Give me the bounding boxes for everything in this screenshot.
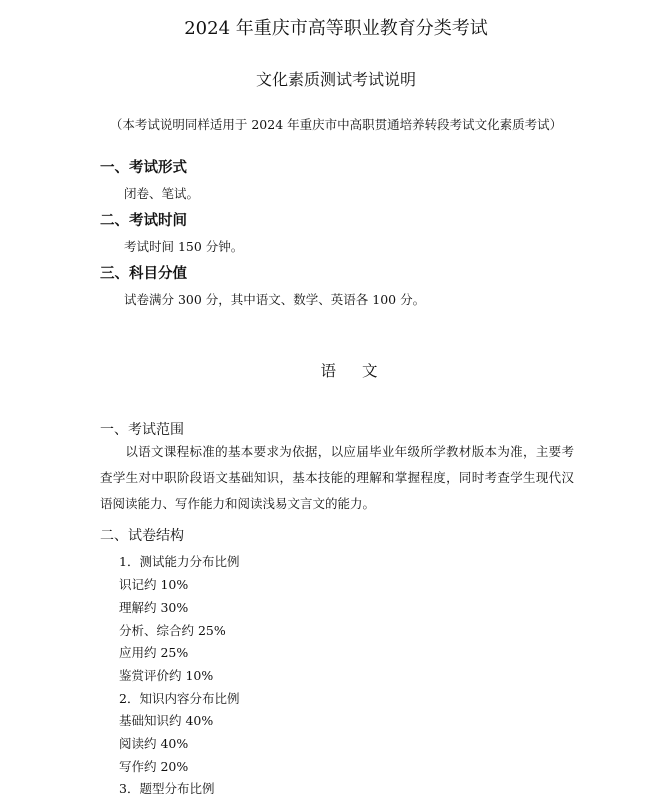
section-heading-exam-format: 一、考试形式 bbox=[100, 160, 187, 176]
structure-item-reading: 阅读约 40% bbox=[119, 736, 189, 751]
chinese-structure-heading: 二、试卷结构 bbox=[100, 528, 184, 544]
section-body-exam-format: 闭卷、笔试。 bbox=[124, 186, 200, 201]
section-heading-exam-time: 二、考试时间 bbox=[100, 213, 187, 229]
structure-item-analyze: 分析、综合约 25% bbox=[119, 623, 226, 638]
structure-item-apply: 应用约 25% bbox=[119, 645, 189, 660]
structure-item-question-type-ratio: 3．题型分布比例 bbox=[119, 781, 215, 796]
structure-item-writing: 写作约 20% bbox=[119, 759, 189, 774]
section-heading-subject-scores: 三、科目分值 bbox=[100, 266, 187, 282]
structure-item-appreciate: 鉴赏评价约 10% bbox=[119, 668, 214, 683]
chinese-scope-text: 以语文课程标准的基本要求为依据，以应届毕业年级所学教材版本为准，主要考查学生对中职阶段语文基础知识，基本技能的理解和掌握程度，同时考查学生现代汉语阅读能力、写作能力和阅读浅易文言文的能力。 bbox=[100, 444, 574, 511]
chinese-scope-heading: 一、考试范围 bbox=[100, 422, 184, 438]
section-body-exam-time: 考试时间 150 分钟。 bbox=[124, 239, 244, 254]
structure-item-basic-knowledge: 基础知识约 40% bbox=[119, 713, 214, 728]
structure-item-understand: 理解约 30% bbox=[119, 600, 189, 615]
section-body-subject-scores: 试卷满分 300 分，其中语文、数学、英语各 100 分。 bbox=[124, 292, 426, 307]
structure-item-ability-ratio: 1．测试能力分布比例 bbox=[119, 554, 240, 569]
document-title: 2024 年重庆市高等职业教育分类考试 bbox=[184, 18, 488, 39]
applicability-note: （本考试说明同样适用于 2024 年重庆市中高职贯通培养转段考试文化素质考试） bbox=[109, 117, 563, 132]
structure-item-memorize: 识记约 10% bbox=[119, 577, 189, 592]
document-subtitle: 文化素质测试考试说明 bbox=[255, 70, 416, 89]
structure-item-knowledge-ratio: 2．知识内容分布比例 bbox=[119, 691, 240, 706]
chinese-section-title: 语文 bbox=[320, 362, 404, 380]
chinese-scope-paragraph bbox=[100, 439, 574, 517]
